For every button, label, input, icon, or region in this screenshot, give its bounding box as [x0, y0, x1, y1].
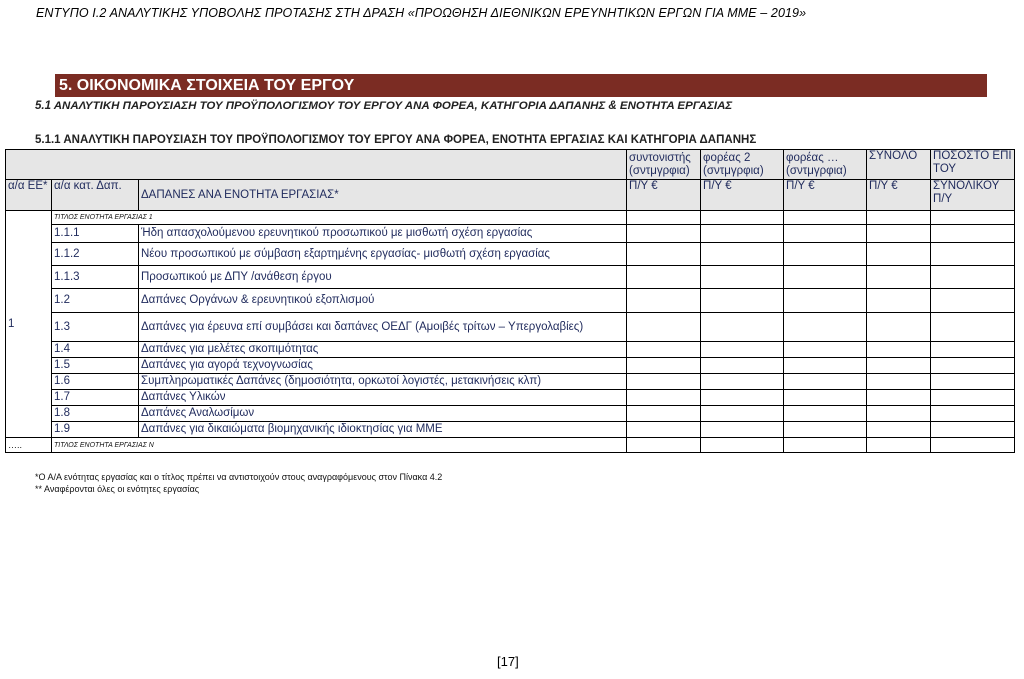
row-code: 1.5	[52, 358, 139, 374]
row-code: 1.4	[52, 342, 139, 358]
table-row	[6, 422, 1015, 438]
value-cell[interactable]	[784, 313, 867, 342]
value-cell[interactable]	[627, 225, 701, 243]
row-code: 1.3	[52, 313, 139, 342]
table-row	[6, 313, 1015, 342]
row-label: Δαπάνες για αγορά τεχνογνωσίας	[139, 358, 627, 374]
value-cell[interactable]	[627, 390, 701, 406]
value-cell[interactable]	[867, 406, 931, 422]
section-title: 5. ΟΙΚΟΝΟΜΙΚΑ ΣΤΟΙΧΕΙΑ ΤΟΥ ΕΡΓΟΥ	[55, 74, 987, 97]
unit-partner-2: Π/Υ €	[701, 180, 784, 211]
row-label: Δαπάνες Οργάνων & ερευνητικού εξοπλισμού	[139, 289, 627, 313]
table-row	[6, 390, 1015, 406]
ee-number-n: …..	[6, 438, 52, 453]
row-label: Δαπάνες για δικαιώματα βιομηχανικής ιδιοκτησίας για ΜΜΕ	[139, 422, 627, 438]
row-label: Νέου προσωπικού με σύμβαση εξαρτημένης εργασίας- μισθωτή σχέση εργασίας	[139, 243, 627, 266]
value-cell[interactable]	[627, 342, 701, 358]
value-cell[interactable]	[701, 390, 784, 406]
table-row	[6, 266, 1015, 289]
value-cell[interactable]	[627, 422, 701, 438]
table-header-row-2	[6, 180, 1015, 211]
row-code: 1.9	[52, 422, 139, 438]
value-cell[interactable]	[701, 313, 784, 342]
value-cell[interactable]	[784, 266, 867, 289]
value-cell[interactable]	[867, 225, 931, 243]
table-row	[6, 374, 1015, 390]
row-code: 1.6	[52, 374, 139, 390]
value-cell[interactable]	[867, 342, 931, 358]
value-cell[interactable]	[931, 422, 1015, 438]
value-cell[interactable]	[784, 406, 867, 422]
row-label: Δαπάνες Υλικών	[139, 390, 627, 406]
table-row	[6, 342, 1015, 358]
value-cell[interactable]	[784, 225, 867, 243]
value-cell[interactable]	[701, 289, 784, 313]
table-header-row-1	[6, 150, 1015, 180]
value-cell[interactable]	[701, 358, 784, 374]
subsection-title: 5.1 ΑΝΑΛΥΤΙΚΗ ΠΑΡΟΥΣΙΑΣΗ ΤΟΥ ΠΡΟΫΠΟΛΟΓΙΣΜΟΥ ΤΟΥ ΕΡΓΟΥ ΑΝΑ ΦΟΡΕΑ, ΚΑΤΗΓΟΡΙΑ ΔΑΠΑΝΗΣ & ΕΝΟΤΗΤΑ ΕΡΓΑΣΙΑΣ	[35, 100, 733, 112]
value-cell[interactable]	[931, 342, 1015, 358]
value-cell[interactable]	[701, 406, 784, 422]
value-cell[interactable]	[931, 313, 1015, 342]
table-row	[6, 225, 1015, 243]
value-cell[interactable]	[784, 358, 867, 374]
value-cell[interactable]	[701, 243, 784, 266]
ee-title-row-n	[6, 438, 1015, 453]
header-blank-cell	[6, 150, 627, 180]
value-cell[interactable]	[627, 406, 701, 422]
header-partner-n: φορέας … (σντμγρφια)	[784, 150, 867, 180]
row-label: Δαπάνες Αναλωσίμων	[139, 406, 627, 422]
row-code: 1.1.2	[52, 243, 139, 266]
value-cell[interactable]	[784, 422, 867, 438]
row-label: Ήδη απασχολούμενου ερευνητικού προσωπικού με μισθωτή σχέση εργασίας	[139, 225, 627, 243]
value-cell[interactable]	[931, 243, 1015, 266]
value-cell[interactable]	[867, 266, 931, 289]
value-cell[interactable]	[627, 313, 701, 342]
value-cell[interactable]	[784, 243, 867, 266]
value-cell[interactable]	[931, 289, 1015, 313]
unit-partner-n: Π/Υ €	[784, 180, 867, 211]
value-cell[interactable]	[627, 358, 701, 374]
value-cell[interactable]	[627, 266, 701, 289]
value-cell[interactable]	[701, 374, 784, 390]
row-code: 1.7	[52, 390, 139, 406]
budget-table	[5, 149, 1015, 453]
subsubsection-title: 5.1.1 ΑΝΑΛΥΤΙΚΗ ΠΑΡΟΥΣΙΑΣΗ ΤΟΥ ΠΡΟΫΠΟΛΟΓΙΣΜΟΥ ΤΟΥ ΕΡΓΟΥ ΑΝΑ ΦΟΡΕΑ, ΕΝΟΤΗΤΑ ΕΡΓΑΣΙΑΣ ΚΑΙ ΚΑΤΗΓΟΡΙΑ ΔΑΠΑΝΗΣ	[35, 134, 757, 146]
value-cell[interactable]	[627, 289, 701, 313]
value-cell[interactable]	[867, 422, 931, 438]
value-cell[interactable]	[784, 342, 867, 358]
unit-coordinator: Π/Υ €	[627, 180, 701, 211]
value-cell[interactable]	[701, 422, 784, 438]
value-cell[interactable]	[784, 289, 867, 313]
header-percentage: ΠΟΣΟΣΤΟ ΕΠΙ ΤΟΥ	[931, 150, 1015, 180]
row-code: 1.1.1	[52, 225, 139, 243]
header-category-number: α/α κατ. Δαπ.	[52, 180, 139, 211]
value-cell[interactable]	[931, 390, 1015, 406]
header-coordinator: συντονιστής (σντμγρφια)	[627, 150, 701, 180]
table-row	[6, 289, 1015, 313]
value-cell[interactable]	[867, 243, 931, 266]
unit-total: Π/Υ €	[867, 180, 931, 211]
value-cell[interactable]	[701, 342, 784, 358]
footnote-1: *Ο Α/Α ενότητας εργασίας και ο τίτλος πρέπει να αντιστοιχούν στους αναγραφόμενους στον Πίνακα 4.2	[35, 472, 443, 482]
row-label: Προσωπικού με ΔΠΥ /ανάθεση έργου	[139, 266, 627, 289]
footnote-2: ** Αναφέρονται όλες οι ενότητες εργασίας	[35, 484, 200, 494]
ee-title-row-1	[6, 211, 1015, 225]
value-cell[interactable]	[931, 225, 1015, 243]
value-cell[interactable]	[931, 406, 1015, 422]
row-code: 1.1.3	[52, 266, 139, 289]
value-cell[interactable]	[867, 289, 931, 313]
ee-number-cell: 1	[6, 211, 52, 438]
value-cell[interactable]	[931, 358, 1015, 374]
header-total: ΣΥΝΟΛΟ	[867, 150, 931, 180]
table-row	[6, 358, 1015, 374]
footnotes	[35, 471, 442, 495]
value-cell[interactable]	[701, 225, 784, 243]
document-header: ΕΝΤΥΠΟ Ι.2 ΑΝΑΛΥΤΙΚΗΣ ΥΠΟΒΟΛΗΣ ΠΡΟΤΑΣΗΣ ΣΤΗ ΔΡΑΣΗ «ΠΡΟΩΘΗΣΗ ΔΙΕΘΝΙΚΩΝ ΕΡΕΥΝΗΤΙΚΩΝ ΕΡΓΩΝ ΓΙΑ ΜΜΕ – 2019»	[36, 6, 807, 20]
row-code: 1.8	[52, 406, 139, 422]
table-row	[6, 406, 1015, 422]
page-number: [17]	[497, 654, 519, 669]
value-cell[interactable]	[627, 243, 701, 266]
unit-percentage: ΣΥΝΟΛΙΚΟΥ Π/Υ	[931, 180, 1015, 211]
row-code: 1.2	[52, 289, 139, 313]
value-cell[interactable]	[867, 390, 931, 406]
row-label: Συμπληρωματικές Δαπάνες (δημοσιότητα, ορκωτοί λογιστές, μετακινήσεις κλπ)	[139, 374, 627, 390]
value-cell[interactable]	[784, 374, 867, 390]
value-cell[interactable]	[784, 390, 867, 406]
value-cell[interactable]	[867, 374, 931, 390]
value-cell[interactable]	[627, 374, 701, 390]
value-cell[interactable]	[931, 374, 1015, 390]
value-cell[interactable]	[867, 358, 931, 374]
row-label: Δαπάνες για έρευνα επί συμβάσει και δαπάνες ΟΕΔΓ (Αμοιβές τρίτων – Υπεργολαβίες)	[139, 313, 627, 342]
value-cell[interactable]	[931, 266, 1015, 289]
ee-title-n: ΤΙΤΛΟΣ ΕΝΟΤΗΤΑ ΕΡΓΑΣΙΑΣ Ν	[52, 438, 627, 453]
header-description: ΔΑΠΑΝΕΣ ΑΝΑ ΕΝΟΤΗΤΑ ΕΡΓΑΣΙΑΣ*	[139, 180, 627, 211]
ee-title-1: ΤΙΤΛΟΣ ΕΝΟΤΗΤΑ ΕΡΓΑΣΙΑΣ 1	[52, 211, 627, 225]
header-ee-number: α/α ΕΕ*	[6, 180, 52, 211]
value-cell[interactable]	[701, 266, 784, 289]
row-label: Δαπάνες για μελέτες σκοπιμότητας	[139, 342, 627, 358]
value-cell[interactable]	[867, 313, 931, 342]
table-row	[6, 243, 1015, 266]
header-partner-2: φορέας 2 (σντμγρφια)	[701, 150, 784, 180]
